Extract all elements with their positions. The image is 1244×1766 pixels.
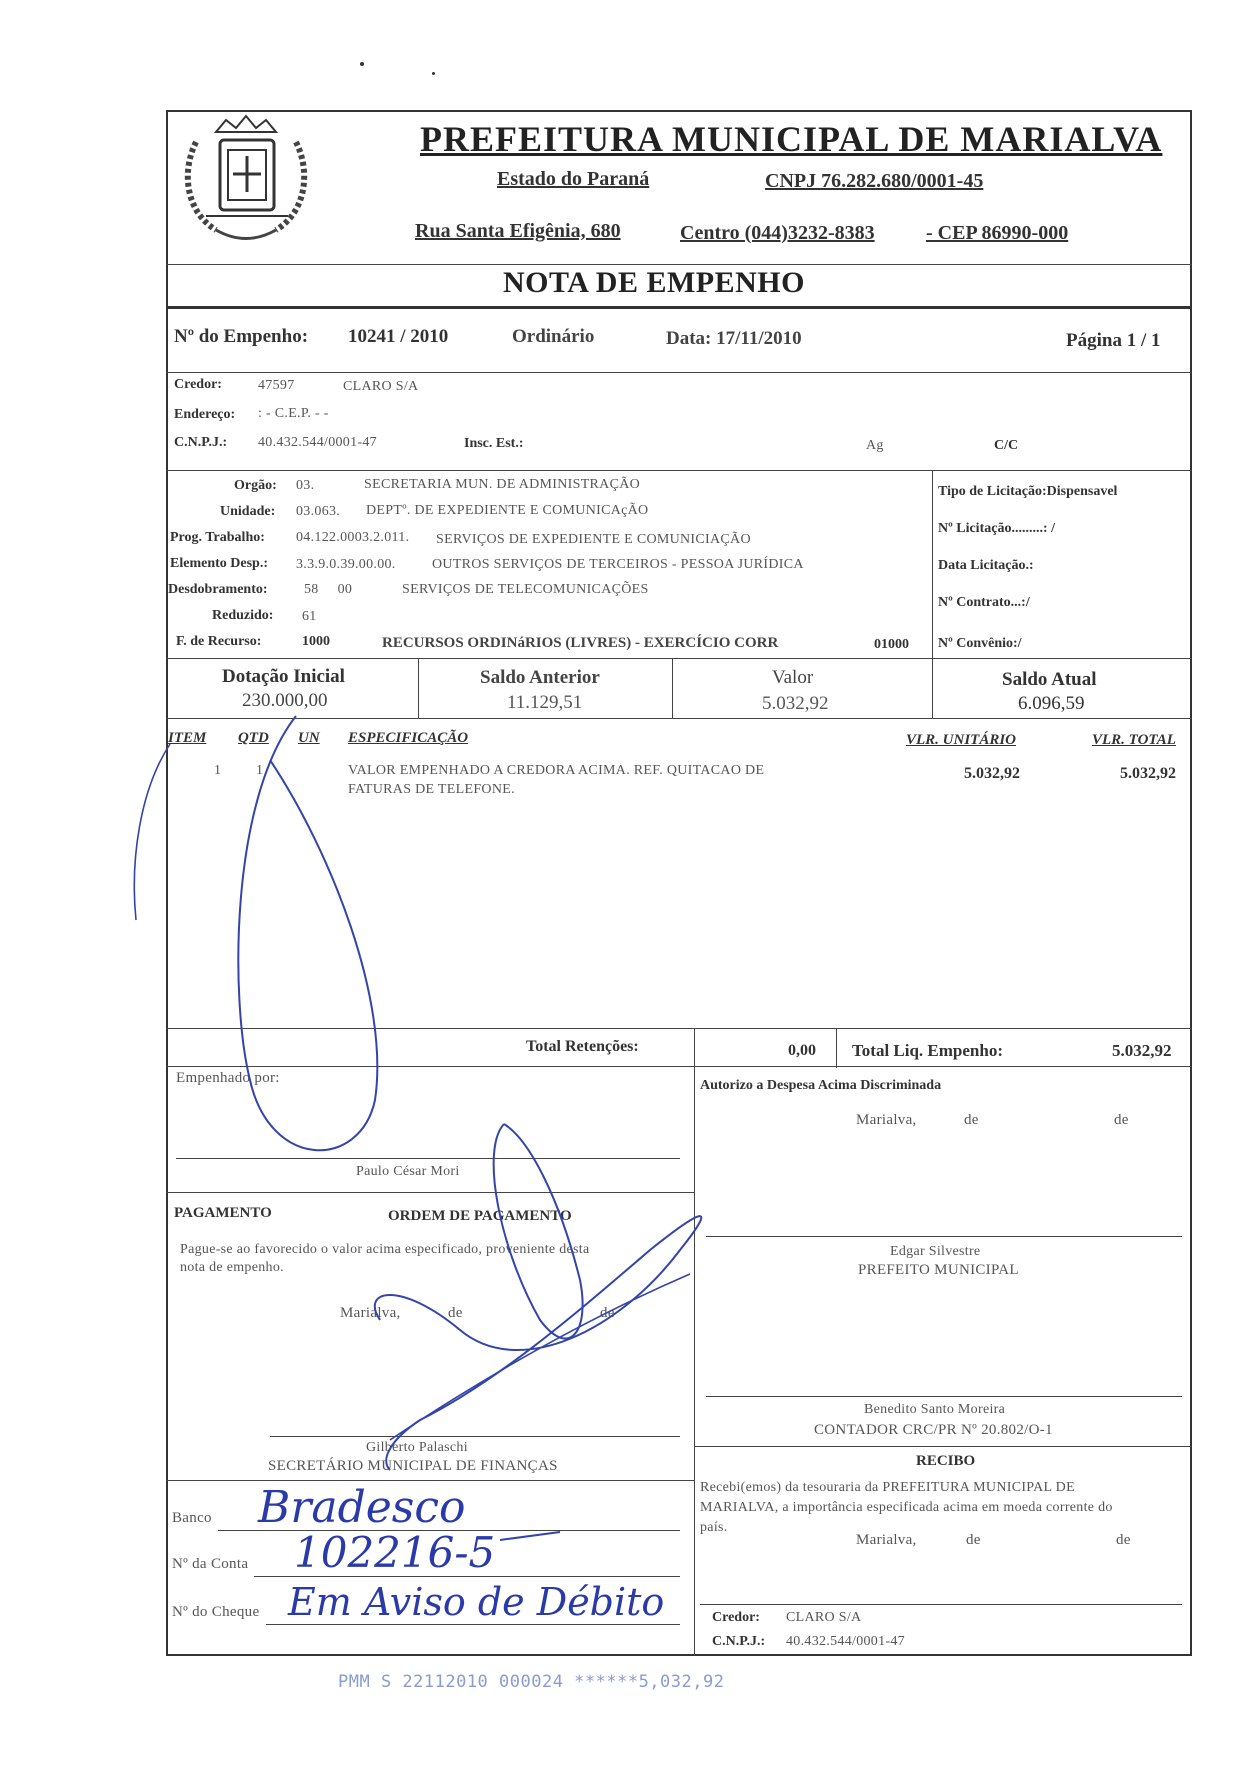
recurso-ref: 01000 bbox=[874, 637, 909, 652]
pagamento-signer-role: SECRETÁRIO MUNICIPAL DE FINANÇAS bbox=[268, 1458, 558, 1474]
recibo-text-line3: país. bbox=[700, 1520, 728, 1535]
signature-line bbox=[176, 1158, 680, 1159]
credor-cnpj-label: C.N.P.J.: bbox=[174, 435, 228, 450]
scan-speck bbox=[360, 62, 364, 66]
divider bbox=[166, 306, 1192, 309]
endereco-label: Endereço: bbox=[174, 407, 236, 422]
recibo-place: Marialva, bbox=[856, 1532, 917, 1548]
saldo-anterior-value: 11.129,51 bbox=[507, 692, 583, 713]
prog-trabalho-name: SERVIÇOS DE EXPEDIENTE E COMUNICIAÇÃO bbox=[436, 532, 751, 547]
saldo-atual-label: Saldo Atual bbox=[1002, 669, 1097, 690]
recibo-label: RECIBO bbox=[916, 1453, 976, 1469]
recibo-credor-label: Credor: bbox=[712, 1610, 760, 1625]
empenhado-label: Empenhado por: bbox=[176, 1070, 280, 1086]
unidade-label: Unidade: bbox=[220, 504, 276, 519]
empenho-label: Nº do Empenho: bbox=[174, 326, 309, 347]
desdobramento-code: 58 00 bbox=[304, 582, 353, 597]
reduzido-label: Reduzido: bbox=[212, 608, 274, 623]
credor-code: 47597 bbox=[258, 378, 295, 393]
empenho-number: 10241 / 2010 bbox=[348, 326, 449, 347]
col-header-total: VLR. TOTAL bbox=[1092, 732, 1176, 748]
conta-label: Nº da Conta bbox=[172, 1556, 249, 1572]
data-licitacao: Data Licitação.: bbox=[938, 558, 1034, 573]
tipo-licitacao: Tipo de Licitação:Dispensavel bbox=[938, 484, 1118, 499]
divider bbox=[694, 1028, 695, 1068]
cheque-label: Nº do Cheque bbox=[172, 1604, 260, 1620]
orgao-name: SECRETARIA MUN. DE ADMINISTRAÇÃO bbox=[364, 477, 641, 492]
recibo-text-line2: MARIALVA, a importância especificada acima em moeda corrente do bbox=[700, 1500, 1113, 1515]
cheque-line bbox=[266, 1624, 680, 1625]
divider bbox=[166, 1066, 1192, 1067]
saldo-atual-value: 6.096,59 bbox=[1018, 693, 1085, 714]
conta-corrente-label: C/C bbox=[994, 438, 1019, 453]
contador-role: CONTADOR CRC/PR Nº 20.802/O-1 bbox=[814, 1422, 1053, 1438]
divider bbox=[166, 1028, 1192, 1029]
credor-cnpj-value: 40.432.544/0001-47 bbox=[258, 435, 377, 450]
divider bbox=[694, 1446, 1192, 1447]
recibo-credor-value: CLARO S/A bbox=[786, 1610, 862, 1625]
reduzido-value: 61 bbox=[302, 609, 317, 624]
scan-speck bbox=[432, 72, 435, 75]
recibo-de1: de bbox=[966, 1532, 981, 1548]
divider bbox=[672, 658, 673, 718]
ordem-pagamento-label: ORDEM DE PAGAMENTO bbox=[388, 1208, 572, 1224]
recibo-de2: de bbox=[1116, 1532, 1131, 1548]
item-qtd: 1 bbox=[256, 763, 264, 778]
retencoes-value: 0,00 bbox=[788, 1042, 816, 1059]
numero-contrato: Nº Contrato...:/ bbox=[938, 595, 1030, 610]
elemento-name: OUTROS SERVIÇOS DE TERCEIROS - PESSOA JURÍDICA bbox=[432, 557, 804, 572]
contador-name: Benedito Santo Moreira bbox=[864, 1402, 1006, 1417]
orgao-label: Orgão: bbox=[234, 478, 277, 493]
divider bbox=[166, 1192, 694, 1193]
prefeito-name: Edgar Silvestre bbox=[890, 1244, 981, 1259]
pagamento-place: Marialva, bbox=[340, 1305, 401, 1321]
col-header-especificacao: ESPECIFICAÇÃO bbox=[348, 730, 469, 746]
autorizo-place: Marialva, bbox=[856, 1112, 917, 1128]
item-unit-value: 5.032,92 bbox=[964, 765, 1020, 782]
signature-line bbox=[706, 1396, 1182, 1397]
divider bbox=[166, 372, 1192, 373]
empenho-type: Ordinário bbox=[512, 326, 595, 347]
autorizo-label: Autorizo a Despesa Acima Discriminada bbox=[700, 1078, 942, 1093]
divider bbox=[836, 1028, 837, 1068]
unidade-code: 03.063. bbox=[296, 504, 341, 519]
valor-label: Valor bbox=[772, 667, 814, 688]
recurso-name: RECURSOS ORDINáRIOS (LIVRES) - EXERCÍCIO CORR bbox=[382, 635, 779, 651]
col-header-item: ITEM bbox=[168, 730, 207, 746]
col-header-qtd: QTD bbox=[238, 730, 269, 746]
credor-name: CLARO S/A bbox=[343, 379, 419, 394]
divider bbox=[166, 1480, 694, 1481]
retencoes-label: Total Retenções: bbox=[526, 1038, 639, 1055]
recibo-cnpj-label: C.N.P.J.: bbox=[712, 1634, 766, 1649]
pagamento-label: PAGAMENTO bbox=[174, 1205, 272, 1221]
recurso-code: 1000 bbox=[302, 634, 330, 649]
page-title: PREFEITURA MUNICIPAL DE MARIALVA bbox=[420, 119, 1163, 159]
conta-handwritten: 102216-5 bbox=[294, 1528, 496, 1577]
empenhado-signer: Paulo César Mori bbox=[356, 1164, 460, 1179]
page-number: Página 1 / 1 bbox=[1066, 330, 1161, 351]
item-spec-line1: VALOR EMPENHADO A CREDORA ACIMA. REF. QUITACAO DE bbox=[348, 763, 765, 778]
endereco-value: : - C.E.P. - - bbox=[258, 406, 329, 421]
divider bbox=[166, 264, 1192, 265]
district-phone: Centro (044)3232-8383 bbox=[680, 222, 875, 244]
cheque-handwritten: Em Aviso de Débito bbox=[288, 1580, 665, 1624]
valor-value: 5.032,92 bbox=[762, 693, 829, 714]
banco-handwritten: Bradesco bbox=[258, 1482, 466, 1533]
elemento-code: 3.3.9.0.39.00.00. bbox=[296, 557, 396, 572]
divider bbox=[166, 658, 1192, 659]
orgao-code: 03. bbox=[296, 478, 315, 493]
item-number: 1 bbox=[214, 763, 222, 778]
credor-label: Credor: bbox=[174, 377, 222, 392]
col-header-unitario: VLR. UNITÁRIO bbox=[906, 732, 1017, 748]
autorizo-de2: de bbox=[1114, 1112, 1129, 1128]
divider bbox=[932, 658, 933, 718]
autorizo-de1: de bbox=[964, 1112, 979, 1128]
signature-line bbox=[706, 1236, 1182, 1237]
document-title: NOTA DE EMPENHO bbox=[503, 266, 805, 299]
col-header-un: UN bbox=[298, 730, 320, 746]
divider bbox=[418, 658, 419, 718]
pagamento-text-line2: nota de empenho. bbox=[180, 1260, 284, 1275]
state-name: Estado do Paraná bbox=[497, 168, 650, 190]
insc-est-label: Insc. Est.: bbox=[464, 436, 524, 451]
divider bbox=[932, 470, 933, 658]
numero-licitacao: Nº Licitação.........: / bbox=[938, 521, 1055, 536]
desdobramento-name: SERVIÇOS DE TELECOMUNICAÇÕES bbox=[402, 582, 649, 597]
item-total-value: 5.032,92 bbox=[1120, 765, 1176, 782]
prog-trabalho-code: 04.122.0003.2.011. bbox=[296, 530, 410, 545]
divider bbox=[166, 470, 1192, 471]
elemento-label: Elemento Desp.: bbox=[170, 556, 268, 571]
divider bbox=[166, 718, 1192, 719]
pagamento-text-line1: Pague-se ao favorecido o valor acima especificado, proveniente desta bbox=[180, 1242, 590, 1257]
saldo-anterior-label: Saldo Anterior bbox=[480, 667, 600, 688]
signature-line bbox=[270, 1436, 680, 1437]
divider bbox=[694, 1066, 695, 1656]
pagamento-de1: de bbox=[448, 1305, 463, 1321]
pagamento-signer-name: Gilberto Palaschi bbox=[366, 1440, 468, 1455]
street-address: Rua Santa Efigênia, 680 bbox=[415, 220, 621, 242]
unidade-name: DEPTº. DE EXPEDIENTE E COMUNICAçÃO bbox=[366, 503, 649, 518]
empenho-date: Data: 17/11/2010 bbox=[666, 328, 802, 349]
coat-of-arms-icon bbox=[176, 112, 316, 250]
item-spec-line2: FATURAS DE TELEFONE. bbox=[348, 782, 515, 797]
prog-trabalho-label: Prog. Trabalho: bbox=[170, 530, 265, 545]
dotacao-value: 230.000,00 bbox=[242, 690, 328, 711]
pagamento-de2: de bbox=[600, 1305, 615, 1321]
recibo-text-line1: Recebi(emos) da tesouraria da PREFEITURA MUNICIPAL DE bbox=[700, 1480, 1075, 1495]
liquido-label: Total Liq. Empenho: bbox=[852, 1041, 1003, 1060]
agencia-label: Ag bbox=[866, 438, 884, 453]
recibo-cnpj-value: 40.432.544/0001-47 bbox=[786, 1634, 905, 1649]
cnpj-header: CNPJ 76.282.680/0001-45 bbox=[765, 170, 984, 192]
cep-header: - CEP 86990-000 bbox=[926, 222, 1069, 244]
liquido-value: 5.032,92 bbox=[1112, 1041, 1172, 1060]
prefeito-role: PREFEITO MUNICIPAL bbox=[858, 1262, 1019, 1278]
bank-stamp: PMM S 22112010 000024 ******5,032,92 bbox=[338, 1672, 725, 1692]
signature-line bbox=[700, 1604, 1182, 1605]
dotacao-label: Dotação Inicial bbox=[222, 666, 345, 687]
banco-label: Banco bbox=[172, 1510, 212, 1526]
desdobramento-label: Desdobramento: bbox=[168, 582, 268, 597]
numero-convenio: Nº Convênio:/ bbox=[938, 636, 1022, 651]
recurso-label: F. de Recurso: bbox=[176, 634, 262, 649]
